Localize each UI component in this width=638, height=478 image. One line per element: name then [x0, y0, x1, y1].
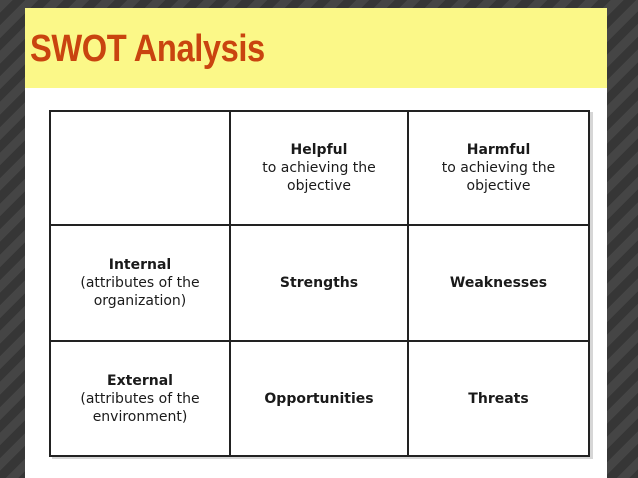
slide-title: SWOT Analysis: [30, 28, 265, 70]
row-header-external: [50, 341, 230, 456]
slide: [25, 8, 607, 478]
row-subtitle-line1: (attributes of the: [80, 275, 200, 291]
row-header-internal: [50, 225, 230, 341]
corner-cell: [50, 111, 230, 225]
table-header-row: [50, 111, 589, 225]
row-subtitle-line2: environment): [92, 408, 188, 425]
row-subtitle-line2: organization): [93, 293, 187, 309]
cell-opportunities: [230, 341, 408, 456]
cell-label: Opportunities: [264, 390, 374, 407]
swot-table: [49, 110, 590, 457]
column-heading: Helpful: [290, 142, 348, 158]
cell-label: Strengths: [279, 275, 359, 291]
column-subtitle-line1: to achieving the: [262, 160, 376, 176]
cell-label: Threats: [468, 390, 529, 407]
row-subtitle-line1: (attributes of the: [80, 390, 200, 407]
table-row-external: [50, 341, 589, 456]
cell-threats: [408, 341, 589, 456]
column-subtitle-line1: to achieving the: [441, 160, 556, 176]
column-subtitle-line2: objective: [466, 178, 531, 194]
cell-label: Weaknesses: [449, 275, 548, 291]
column-subtitle-line2: objective: [287, 178, 351, 194]
cell-weaknesses: [408, 225, 589, 341]
cell-strengths: [230, 225, 408, 341]
table-row-internal: [50, 225, 589, 341]
column-header-harmful: [408, 111, 589, 225]
row-heading: External: [107, 372, 173, 389]
title-band: [25, 8, 607, 88]
column-header-helpful: [230, 111, 408, 225]
row-heading: Internal: [108, 257, 172, 273]
column-heading: Harmful: [466, 142, 531, 158]
